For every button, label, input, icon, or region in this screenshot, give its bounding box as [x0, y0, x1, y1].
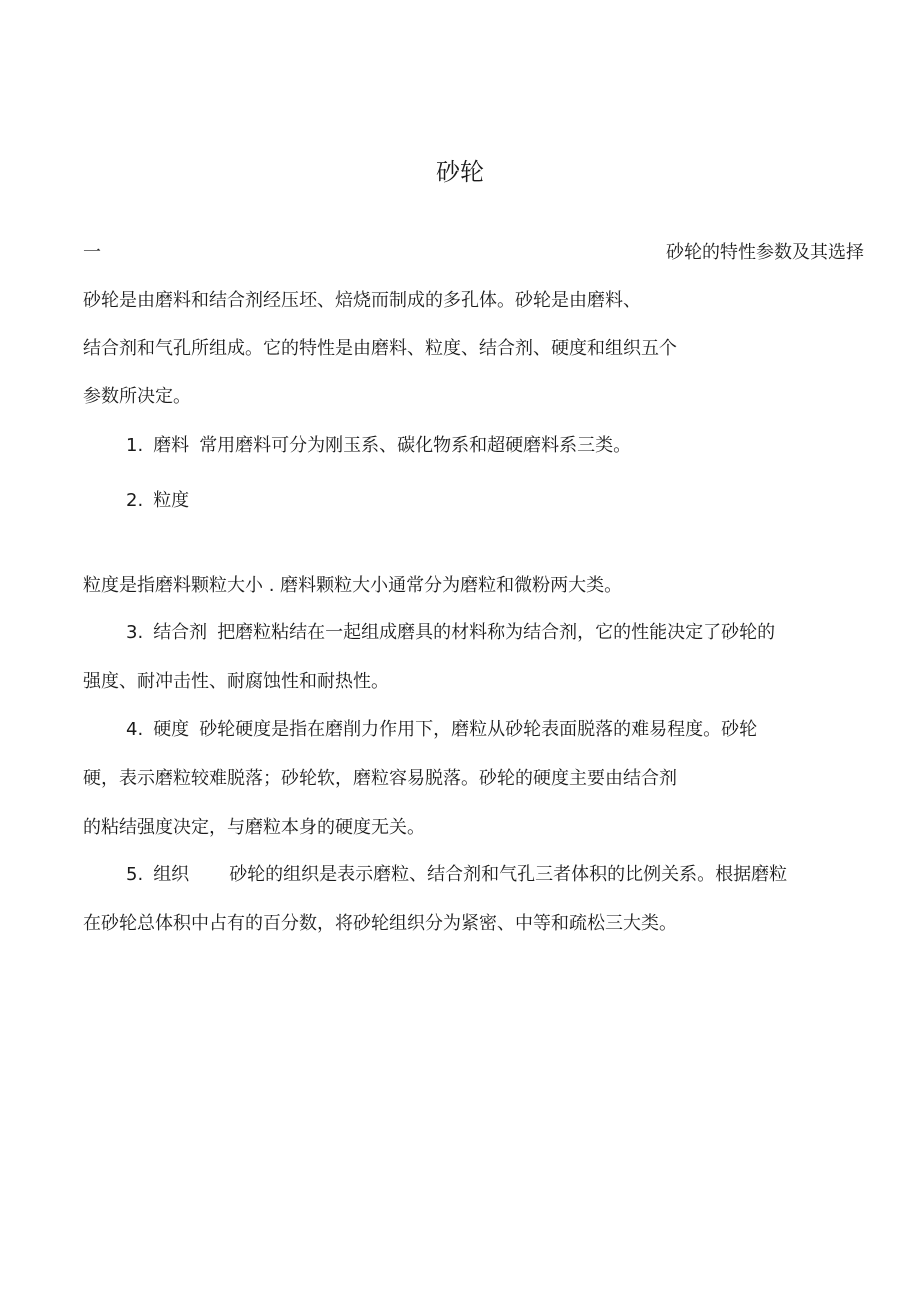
item-1-term: 磨料	[153, 435, 190, 456]
item-3-term: 结合剂	[153, 622, 208, 643]
item-1	[126, 433, 631, 459]
item-2-term: 粒度	[153, 490, 190, 511]
item-5	[126, 862, 787, 888]
item-4	[126, 717, 757, 743]
item-4-text-2: 硬，表示磨粒较难脱落；砂轮软，磨粒容易脱落。砂轮的硬度主要由结合剂	[83, 768, 677, 789]
item-3-number: 3.	[126, 622, 144, 643]
item-3-text-1: 把磨粒粘结在一起组成磨具的材料称为结合剂，它的性能决定了砂轮的	[217, 622, 776, 643]
item-5-term: 组织	[153, 864, 190, 885]
item-3-text-2: 强度、耐冲击性、耐腐蚀性和耐热性。	[83, 671, 389, 692]
item-4-term: 硬度	[153, 719, 190, 740]
intro-line-3: 参数所决定。	[83, 386, 191, 407]
item-1-text: 常用磨料可分为刚玉系、碳化物系和超硬磨料系三类。	[199, 435, 632, 456]
item-2-text: 粒度是指磨料颗粒大小 . 磨料颗粒大小通常分为磨粒和微粉两大类。	[83, 575, 623, 596]
section-heading: 砂轮的特性参数及其选择	[666, 242, 864, 263]
item-5-text-1: 砂轮的组织是表示磨粒、结合剂和气孔三者体积的比例关系。根据磨粒	[229, 864, 788, 885]
intro-line-2: 结合剂和气孔所组成。它的特性是由磨料、粒度、结合剂、硬度和组织五个	[83, 338, 677, 359]
item-4-text-1: 砂轮硬度是指在磨削力作用下，磨粒从砂轮表面脱落的难易程度。砂轮	[199, 719, 758, 740]
item-2-number: 2.	[126, 490, 144, 511]
section-marker: 一	[83, 242, 101, 263]
item-4-number: 4.	[126, 719, 144, 740]
item-4-text-3: 的粘结强度决定，与磨粒本身的硬度无关。	[83, 817, 425, 838]
item-5-text-2: 在砂轮总体积中占有的百分数，将砂轮组织分为紧密、中等和疏松三大类。	[83, 913, 677, 934]
item-2	[126, 488, 189, 514]
item-1-number: 1.	[126, 435, 144, 456]
item-5-number: 5.	[126, 864, 144, 885]
intro-line-1: 砂轮是由磨料和结合剂经压坯、焙烧而制成的多孔体。砂轮是由磨料、	[83, 290, 641, 311]
document-title: 砂轮	[436, 158, 484, 186]
item-3	[126, 620, 775, 646]
